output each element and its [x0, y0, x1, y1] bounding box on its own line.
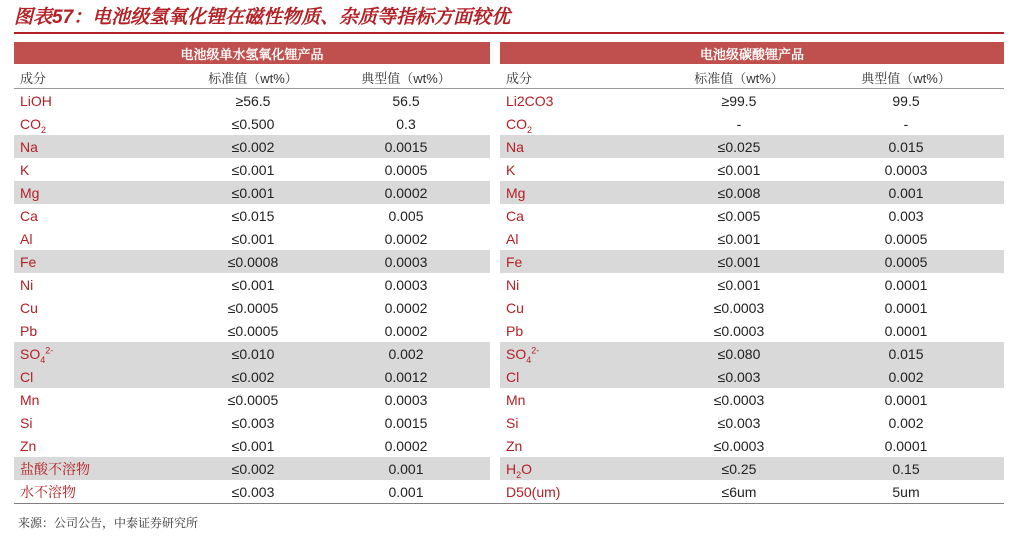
typical-value: 0.0001 — [884, 276, 928, 293]
standard-value: ≤0.0003 — [713, 391, 765, 408]
table-row — [14, 135, 1004, 158]
typical-value: 0.0005 — [884, 230, 928, 247]
component-name — [14, 135, 172, 158]
typical-value: 0.0015 — [322, 135, 490, 158]
column-gap — [490, 204, 500, 227]
standard-value: ≤0.001 — [717, 161, 761, 178]
source-note: 来源：公司公告，中泰证券研究所 — [18, 516, 199, 530]
standard-value: ≤0.001 — [658, 250, 808, 273]
col-header-component: 成分 — [14, 65, 172, 89]
column-gap — [490, 434, 500, 457]
component-name — [500, 227, 658, 250]
column-gap — [490, 388, 500, 411]
component-name — [14, 342, 172, 365]
component-name — [14, 112, 172, 135]
standard-value: ≥99.5 — [721, 92, 757, 109]
standard-value: ≤0.003 — [231, 414, 275, 431]
typical-value: 0.001 — [808, 181, 1004, 204]
typical-value: 0.3 — [396, 115, 416, 132]
typical-value: 56.5 — [392, 92, 420, 109]
component-name — [500, 181, 658, 204]
component-label: Ni — [506, 276, 520, 293]
standard-value: ≤0.001 — [231, 437, 275, 454]
standard-value: ≤0.003 — [717, 414, 761, 431]
group-header-row — [14, 42, 1004, 65]
component-label: Fe — [20, 253, 37, 270]
component-subscript: 2 — [527, 124, 533, 135]
lithium-hydroxide-header: 电池级单水氢氧化锂产品 — [14, 42, 490, 65]
component-label: CO — [20, 115, 41, 132]
typical-value: 0.0003 — [322, 250, 490, 273]
lithium-carbonate-header: 电池级碳酸锂产品 — [500, 42, 1004, 65]
table-row — [14, 319, 1004, 342]
component-label: D50(um) — [506, 483, 561, 500]
typical-value: 0.001 — [322, 480, 490, 504]
typical-value: 0.0001 — [884, 322, 928, 339]
component-superscript: 2- — [531, 344, 540, 355]
typical-value: 0.0001 — [884, 299, 928, 316]
typical-value: 0.002 — [322, 342, 490, 365]
header-gap — [490, 42, 500, 65]
typical-value: 0.0002 — [322, 181, 490, 204]
component-label: LiOH — [20, 92, 52, 109]
table-row — [14, 273, 1004, 296]
typical-value: 0.0002 — [384, 437, 428, 454]
standard-value: ≤6um — [658, 480, 808, 504]
component-label: 水不溶物 — [20, 483, 76, 500]
component-name — [500, 135, 658, 158]
standard-value: ≤0.500 — [231, 115, 275, 132]
component-label: Ni — [20, 276, 34, 293]
typical-value: 0.0002 — [384, 230, 428, 247]
col-header-standard: 标准值（wt%） — [172, 65, 322, 89]
typical-value: 0.002 — [888, 414, 924, 431]
component-label: H — [506, 460, 517, 477]
table-row — [14, 296, 1004, 319]
component-label: Na — [506, 138, 524, 155]
component-name — [500, 319, 658, 342]
typical-value: 0.0005 — [384, 161, 428, 178]
component-name — [14, 227, 172, 250]
typical-value: 0.0012 — [322, 365, 490, 388]
component-label: SO — [20, 345, 41, 362]
col-header-gap — [490, 65, 500, 89]
standard-value: ≤0.003 — [172, 480, 322, 504]
component-label-suffix: O — [521, 460, 533, 477]
standard-value: ≤0.025 — [658, 135, 808, 158]
standard-value: ≤0.0003 — [713, 322, 765, 339]
column-gap — [490, 365, 500, 388]
component-name — [14, 434, 172, 457]
component-name — [500, 158, 658, 181]
standard-value: ≤0.008 — [658, 181, 808, 204]
component-label: Cu — [20, 299, 38, 316]
standard-value: ≤0.002 — [172, 457, 322, 480]
standard-value: ≥56.5 — [235, 92, 271, 109]
table-row — [14, 181, 1004, 204]
col-header-component: 成分 — [500, 65, 658, 89]
component-label: K — [20, 161, 30, 178]
column-gap — [490, 296, 500, 319]
component-label: SO — [506, 345, 527, 362]
component-label: Si — [506, 414, 519, 431]
component-name — [14, 204, 172, 227]
component-name — [500, 411, 658, 434]
comparison-table — [14, 42, 1004, 504]
component-name — [500, 457, 658, 480]
standard-value: ≤0.003 — [658, 365, 808, 388]
component-subscript: 4 — [40, 354, 46, 365]
typical-value: 0.0002 — [384, 322, 428, 339]
column-gap — [490, 273, 500, 296]
typical-value: 0.0003 — [384, 276, 428, 293]
standard-value: ≤0.005 — [717, 207, 761, 224]
typical-value: 0.015 — [808, 135, 1004, 158]
typical-value: 0.005 — [388, 207, 424, 224]
table-row — [14, 480, 1004, 504]
component-name — [14, 388, 172, 411]
column-gap — [490, 457, 500, 480]
component-name — [14, 319, 172, 342]
column-gap — [490, 181, 500, 204]
col-header-standard: 标准值（wt%） — [658, 65, 808, 89]
table-row — [14, 227, 1004, 250]
component-label: Mn — [20, 391, 40, 408]
component-label: K — [506, 161, 516, 178]
component-name — [500, 480, 658, 504]
figure-title: 图表57：电池级氢氧化锂在磁性物质、杂质等指标方面较优 — [14, 4, 1004, 34]
typical-value: 99.5 — [892, 92, 920, 109]
standard-value: ≤0.001 — [231, 276, 275, 293]
standard-value: - — [736, 115, 742, 132]
typical-value: 0.0001 — [884, 391, 928, 408]
standard-value: ≤0.0003 — [713, 299, 765, 316]
standard-value: ≤0.001 — [231, 230, 275, 247]
component-superscript: 2- — [45, 344, 54, 355]
component-label: Al — [506, 230, 519, 247]
column-header-row — [14, 65, 1004, 89]
typical-value: 0.0002 — [384, 299, 428, 316]
typical-value: 5um — [808, 480, 1004, 504]
component-label: Zn — [506, 437, 523, 454]
typical-value: 0.003 — [888, 207, 924, 224]
column-gap — [490, 135, 500, 158]
component-label: Ca — [20, 207, 38, 224]
component-label: Pb — [506, 322, 524, 339]
column-gap — [490, 112, 500, 135]
typical-value: 0.015 — [808, 342, 1004, 365]
component-subscript: 2 — [41, 124, 47, 135]
table-row — [14, 158, 1004, 181]
standard-value: ≤0.25 — [658, 457, 808, 480]
typical-value: 0.0003 — [884, 161, 928, 178]
column-gap — [490, 342, 500, 365]
component-label: Mg — [20, 184, 40, 201]
column-gap — [490, 227, 500, 250]
component-name — [500, 89, 658, 113]
standard-value: ≤0.0005 — [227, 391, 279, 408]
component-name — [14, 365, 172, 388]
standard-value: ≤0.001 — [231, 161, 275, 178]
typical-value: 0.001 — [322, 457, 490, 480]
component-label: Si — [20, 414, 33, 431]
column-gap — [490, 89, 500, 113]
table-row — [14, 457, 1004, 480]
component-label: CO — [506, 115, 527, 132]
standard-value: ≤0.001 — [172, 181, 322, 204]
typical-value: 0.0015 — [384, 414, 428, 431]
typical-value: - — [903, 115, 909, 132]
table-row — [14, 411, 1004, 434]
standard-value: ≤0.0005 — [227, 322, 279, 339]
component-name — [14, 89, 172, 113]
component-label: Cl — [506, 368, 520, 385]
component-name — [500, 388, 658, 411]
standard-value: ≤0.0008 — [172, 250, 322, 273]
table-row — [14, 204, 1004, 227]
component-label: Al — [20, 230, 33, 247]
component-label: Mn — [506, 391, 526, 408]
component-name — [500, 273, 658, 296]
component-label: Mg — [506, 184, 526, 201]
standard-value: ≤0.010 — [172, 342, 322, 365]
table-row — [14, 388, 1004, 411]
component-subscript: 4 — [526, 354, 532, 365]
component-name — [14, 411, 172, 434]
typical-value: 0.002 — [808, 365, 1004, 388]
column-gap — [490, 158, 500, 181]
typical-value: 0.0003 — [384, 391, 428, 408]
table-row — [14, 434, 1004, 457]
component-label: Cu — [506, 299, 524, 316]
column-gap — [490, 480, 500, 504]
column-gap — [490, 319, 500, 342]
component-label: Pb — [20, 322, 38, 339]
component-label: Fe — [506, 253, 523, 270]
table-row — [14, 365, 1004, 388]
component-name — [500, 250, 658, 273]
standard-value: ≤0.015 — [231, 207, 275, 224]
component-name — [500, 434, 658, 457]
standard-value: ≤0.0005 — [227, 299, 279, 316]
component-name — [14, 480, 172, 504]
table-row — [14, 250, 1004, 273]
component-subscript: 2 — [516, 469, 522, 480]
standard-value: ≤0.002 — [172, 135, 322, 158]
component-name — [500, 342, 658, 365]
component-label: Li2CO3 — [506, 92, 554, 109]
standard-value: ≤0.080 — [658, 342, 808, 365]
typical-value: 0.15 — [808, 457, 1004, 480]
component-name — [14, 158, 172, 181]
component-name — [500, 296, 658, 319]
standard-value: ≤0.001 — [717, 230, 761, 247]
component-name — [14, 457, 172, 480]
component-label: Zn — [20, 437, 37, 454]
component-name — [500, 365, 658, 388]
component-label: Cl — [20, 368, 34, 385]
column-gap — [490, 411, 500, 434]
typical-value: 0.0001 — [884, 437, 928, 454]
component-label: Na — [20, 138, 38, 155]
standard-value: ≤0.001 — [717, 276, 761, 293]
component-label: Ca — [506, 207, 524, 224]
component-name — [14, 296, 172, 319]
typical-value: 0.0005 — [808, 250, 1004, 273]
component-name — [14, 273, 172, 296]
component-name — [500, 112, 658, 135]
component-label: 盐酸不溶物 — [20, 460, 90, 477]
standard-value: ≤0.002 — [172, 365, 322, 388]
col-header-typical: 典型值（wt%） — [808, 65, 1004, 89]
col-header-typical: 典型值（wt%） — [322, 65, 490, 89]
component-name — [14, 250, 172, 273]
standard-value: ≤0.0003 — [713, 437, 765, 454]
component-name — [500, 204, 658, 227]
component-name — [14, 181, 172, 204]
column-gap — [490, 250, 500, 273]
table-row — [14, 342, 1004, 365]
table-row — [14, 89, 1004, 113]
table-row — [14, 112, 1004, 135]
